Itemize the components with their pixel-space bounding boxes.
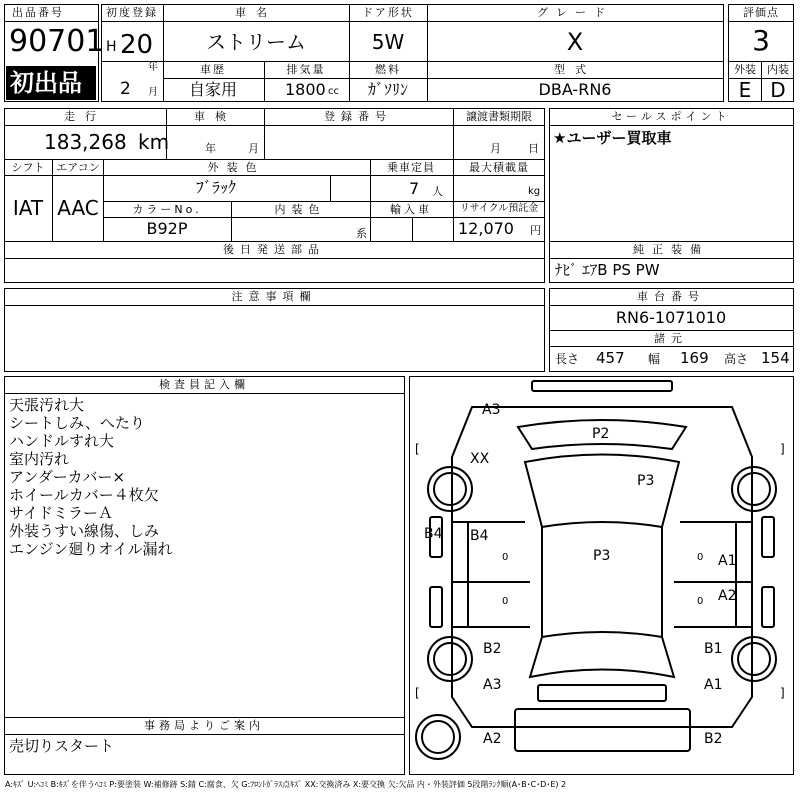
divider: [103, 159, 104, 242]
reg-no-label: 登録番号: [324, 110, 392, 123]
displacement-label: 排気量: [286, 63, 326, 76]
exterior-label: 外装: [734, 63, 756, 76]
divider: [330, 175, 331, 201]
capacity: 7: [409, 179, 420, 198]
grade: X: [566, 28, 584, 56]
divider: [103, 201, 545, 202]
divider: [163, 78, 724, 79]
width: 169: [680, 349, 709, 367]
inspector-note: ハンドルすれ大: [9, 432, 115, 450]
first-reg-label: 初度登録: [106, 6, 158, 19]
mark-bumper-left: A2: [483, 731, 502, 747]
score: 3: [752, 24, 770, 57]
month-unit: 月: [148, 87, 158, 98]
chassis-label: 車台番号: [637, 290, 705, 303]
displacement: 1800: [285, 80, 326, 99]
divider: [4, 258, 545, 259]
lot-label: 出品番号: [12, 6, 64, 19]
color-no: B92P: [146, 219, 188, 238]
bracket: [: [415, 442, 420, 456]
mileage-label: 走行: [64, 110, 106, 123]
recycle-unit: 円: [530, 224, 541, 237]
transfer-day-unit: 日: [528, 142, 539, 155]
bracket: [: [415, 686, 420, 700]
car-diagram: [409, 376, 794, 775]
inspection-year-unit: 年: [205, 142, 216, 155]
first-reg-month: 2: [120, 79, 131, 99]
divider: [370, 159, 371, 242]
divider: [4, 734, 405, 735]
equipment-text: ﾅﾋﾞ ｴｱB PS PW: [555, 261, 660, 279]
first-listing-text: 初出品: [10, 69, 82, 97]
model-label: 型式: [554, 63, 596, 76]
bracket: ]: [780, 686, 785, 700]
divider: [264, 61, 265, 102]
mark-left-front-door: B4: [470, 528, 489, 544]
length: 457: [596, 349, 625, 367]
divider: [4, 393, 405, 394]
inspector-note: 天張汚れ大: [9, 396, 85, 414]
inspector-note: エンジン廻りオイル漏れ: [9, 540, 173, 558]
model: DBA-RN6: [538, 80, 612, 99]
divider: [349, 61, 350, 102]
color-label: 外装色: [207, 161, 265, 174]
divider: [549, 346, 794, 347]
score-label: 評価点: [743, 6, 779, 19]
fuel-label: 燃料: [375, 63, 401, 76]
divider: [549, 330, 794, 331]
divider: [728, 21, 794, 22]
interior-color-label: 内装色: [274, 203, 326, 216]
width-label: 幅: [648, 352, 661, 366]
divider: [264, 108, 265, 159]
divider: [101, 21, 724, 22]
mark-front-left: A3: [482, 402, 501, 418]
mark-right-rear-bumper: A1: [704, 677, 723, 693]
shift: IAT: [12, 196, 44, 220]
mark-right-front-door: A1: [718, 553, 737, 569]
divider: [761, 61, 762, 102]
small-zero: 0: [697, 596, 704, 607]
load-unit: kg: [528, 186, 541, 197]
divider: [4, 175, 545, 176]
door-type: 5W: [371, 30, 405, 54]
mark-center: P3: [593, 548, 611, 564]
divider: [427, 4, 428, 62]
small-zero: 0: [697, 552, 704, 563]
divider: [103, 217, 545, 218]
inspector-note: 室内汚れ: [9, 450, 70, 468]
divider: [4, 305, 545, 306]
interior-color-unit: 系: [356, 227, 367, 240]
era: H: [106, 39, 117, 55]
office-text: 売切りスタート: [9, 737, 115, 755]
mileage-unit: km: [138, 130, 170, 154]
color: ﾌﾞﾗｯｸ: [195, 178, 237, 197]
inspector-note: 外装うすい線傷、しみ: [9, 522, 160, 540]
interior-label: 内装: [767, 63, 789, 76]
bracket: ]: [780, 442, 785, 456]
capacity-unit: 人: [432, 185, 443, 198]
notes-label: 注意事項欄: [231, 290, 317, 303]
transfer-month-unit: 月: [490, 142, 501, 155]
inspector-note: サイドミラーＡ: [9, 504, 113, 522]
mark-bonnet-side: XX: [470, 451, 490, 467]
transfer-label: 譲渡書類期限: [466, 110, 532, 123]
inspector-note: ホイールカバー４枚欠: [9, 486, 159, 504]
history: 自家用: [188, 80, 238, 99]
mark-left-rear-bumper: A3: [483, 677, 502, 693]
divider: [549, 258, 794, 259]
divider: [453, 108, 454, 242]
length-label: 長さ: [555, 352, 580, 366]
car-name: ストリーム: [206, 30, 306, 54]
door-label: ドア形状: [362, 6, 414, 19]
height: 154: [761, 349, 790, 367]
chassis-number: RN6-1071010: [615, 308, 727, 327]
divider: [52, 159, 53, 242]
displacement-unit: cc: [328, 86, 339, 97]
year-unit: 年: [148, 62, 158, 73]
sales-text: ★ユーザー買取車: [553, 129, 672, 147]
inspector-note: アンダーカバー×: [9, 468, 126, 486]
inspection-label: 車検: [194, 110, 236, 123]
divider: [549, 125, 794, 126]
divider: [4, 21, 99, 22]
legend: A:ｷｽﾞ U:ﾍｺﾐ B:ｷｽﾞを伴うﾍｺﾐ P:要塗装 W:補修跡 S:錆 C:腐食、欠 G:ﾌﾛﾝﾄｶﾞﾗｽ点ｷｽﾞ XX:交換済み X:要交換 欠:欠品 内・外装評価 5段階ﾗﾝｸ順(A･B･C･D･E) 2: [5, 780, 567, 789]
height-label: 高さ: [724, 352, 749, 366]
fuel: ｶﾞｿﾘﾝ: [367, 80, 409, 99]
dims-label: 諸元: [654, 332, 688, 345]
mark-left-rear: B2: [483, 641, 502, 657]
lot-number: 90701: [9, 24, 105, 59]
divider: [549, 305, 794, 306]
first-listing-badge: [6, 66, 96, 100]
mark-right-rear-door: A2: [718, 588, 737, 604]
color-no-label: カラーNo.: [132, 203, 202, 216]
grade-label: グレード: [537, 6, 613, 19]
history-label: 車歴: [200, 63, 226, 76]
equipment-label: 純正装備: [633, 243, 709, 256]
import-label: 輸入車: [390, 203, 432, 216]
exterior-grade: E: [738, 78, 752, 102]
capacity-label: 乗車定員: [387, 161, 435, 174]
mark-left-front-outer: B4: [424, 526, 443, 542]
divider: [4, 125, 545, 126]
car-name-label: 車名: [235, 6, 277, 19]
inspector-label: 検査員記入欄: [159, 378, 249, 391]
ac: AAC: [57, 196, 99, 220]
later-parts-label: 後日発送部品: [223, 243, 325, 256]
load-label: 最大積載量: [469, 161, 529, 174]
sales-label: セールスポイント: [611, 110, 731, 123]
mark-roof-front: P2: [592, 426, 610, 442]
divider: [231, 201, 232, 242]
inspector-note: シートしみ、へたり: [9, 414, 145, 432]
divider: [412, 217, 413, 242]
mark-right-rear: B1: [704, 641, 723, 657]
recycle-label: リサイクル預託金: [459, 203, 539, 214]
ac-label: エアコン: [56, 161, 100, 174]
divider: [427, 61, 428, 102]
small-zero: 0: [502, 596, 509, 607]
divider: [4, 159, 545, 160]
small-zero: 0: [502, 552, 509, 563]
inspection-month-unit: 月: [248, 142, 259, 155]
divider: [349, 4, 350, 62]
mark-roof: P3: [637, 473, 655, 489]
mark-bumper-right: B2: [704, 731, 723, 747]
office-label: 事務局よりご案内: [144, 719, 264, 732]
first-reg-year: 20: [120, 30, 154, 60]
interior-grade: D: [770, 78, 786, 102]
shift-label: シフト: [11, 161, 45, 174]
recycle-amount: 12,070: [458, 219, 514, 238]
mileage: 183,268: [44, 130, 127, 154]
